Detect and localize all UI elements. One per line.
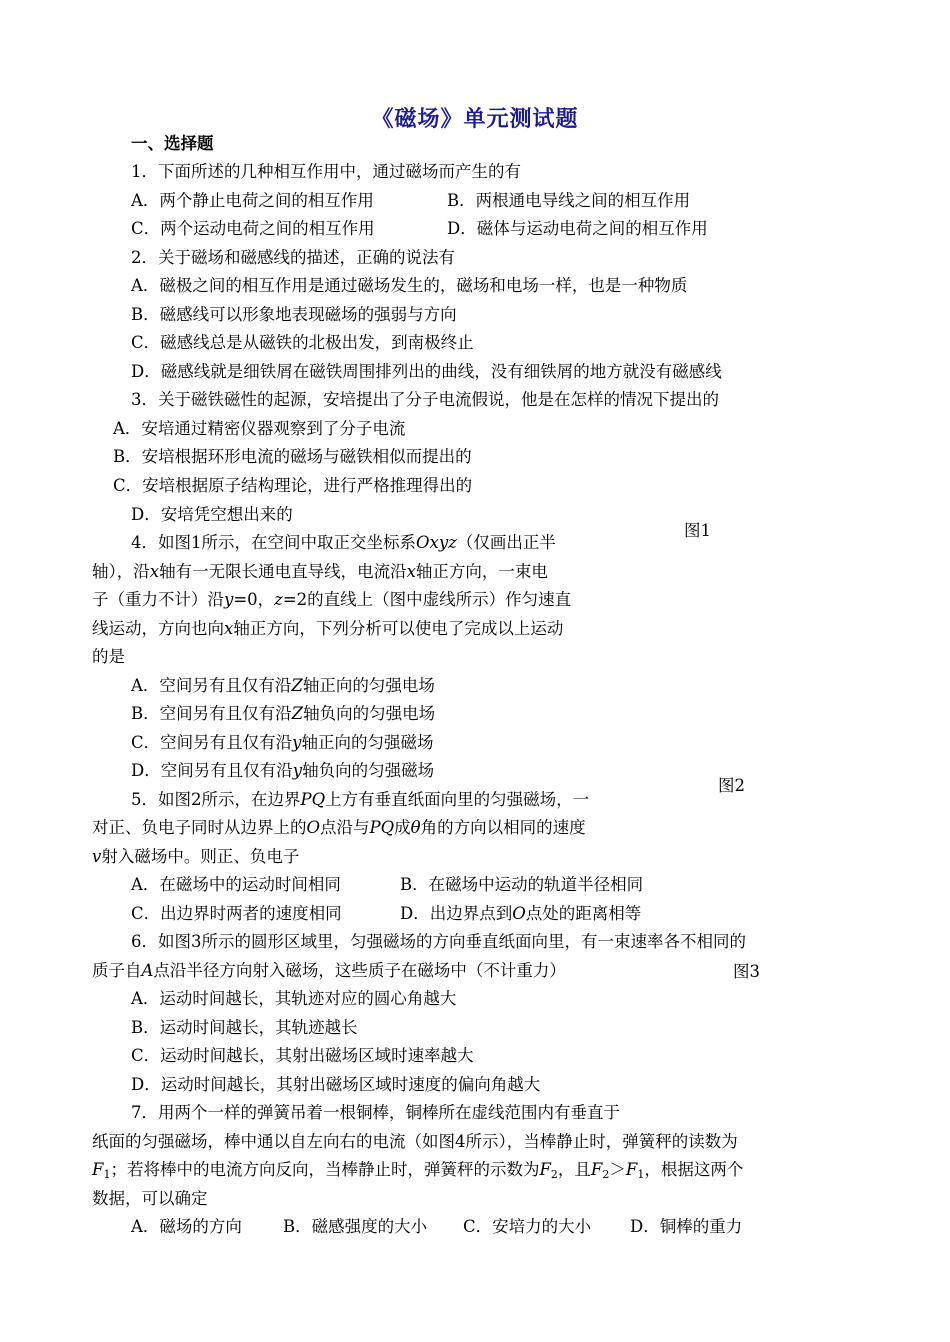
- figure-2-label: 图2: [718, 776, 745, 795]
- q2-option-d: D．磁感线就是细铁屑在磁铁周围排列出的曲线，没有细铁屑的地方就没有磁感线: [131, 362, 722, 381]
- q2-option-c: C．磁感线总是从磁铁的北极出发，到南极终止: [131, 333, 474, 352]
- q1-option-a: A．两个静止电荷之间的相互作用: [131, 191, 374, 210]
- q5-line-2: 对正、负电子同时从边界上的O点沿与PQ成θ角的方向以相同的速度: [92, 818, 586, 837]
- q5-option-a: A．在磁场中的运动时间相同: [131, 875, 341, 894]
- page-title: 《磁场》单元测试题: [371, 106, 579, 132]
- q4-option-c: C．空间另有且仅有沿y轴正向的匀强磁场: [131, 733, 434, 752]
- q5-option-d: D．出边界点到O点处的距离相等: [400, 904, 642, 923]
- q3-option-a: A．安培通过精密仪器观察到了分子电流: [113, 419, 406, 438]
- q7-line-1: 7．用两个一样的弹簧吊着一根铜棒，铜棒所在虚线范围内有垂直于: [131, 1103, 620, 1122]
- q4-option-d: D．空间另有且仅有沿y轴负向的匀强磁场: [131, 761, 435, 780]
- q1-option-c: C．两个运动电荷之间的相互作用: [131, 219, 375, 238]
- q3-option-b: B．安培根据环形电流的磁场与磁铁相似而提出的: [113, 447, 472, 466]
- q5-option-b: B．在磁场中运动的轨道半径相同: [400, 875, 644, 894]
- q6-line-1: 6．如图3所示的圆形区域里，匀强磁场的方向垂直纸面向里，有一束速率各不相同的: [131, 932, 746, 951]
- q2-option-a: A．磁极之间的相互作用是通过磁场发生的，磁场和电场一样，也是一种物质: [131, 276, 688, 295]
- section-heading: 一、选择题: [131, 134, 214, 153]
- q4-option-b: B．空间另有且仅有沿Z轴负向的匀强电场: [131, 704, 436, 723]
- q4-line-5: 的是: [92, 647, 125, 666]
- q4-line-1: 4．如图1所示，在空间中取正交坐标系Oxyz（仅画出正半: [131, 533, 556, 552]
- q6-option-c: C．运动时间越长，其射出磁场区域时速率越大: [131, 1046, 474, 1065]
- q6-line-2: 质子自A点沿半径方向射入磁场，这些质子在磁场中（不计重力）: [92, 961, 566, 980]
- q4-line-2: 轴），沿x轴有一无限长通电直导线，电流沿x轴正方向，一束电: [92, 562, 548, 581]
- q4-option-a: A．空间另有且仅有沿Z轴正向的匀强电场: [131, 676, 435, 695]
- figure-1-label: 图1: [684, 521, 711, 540]
- q6-option-b: B．运动时间越长，其轨迹越长: [131, 1018, 358, 1037]
- q7-option-c: C．安培力的大小: [463, 1217, 592, 1236]
- q7-line-2: 纸面的匀强磁场，棒中通以自左向右的电流（如图4所示），当棒静止时，弹簧秤的读数为: [92, 1132, 738, 1151]
- q1-stem: 1．下面所述的几种相互作用中，通过磁场而产生的有: [131, 162, 521, 181]
- q5-line-1: 5．如图2所示，在边界PQ上方有垂直纸面向里的匀强磁场，一: [131, 790, 590, 809]
- q3-stem: 3．关于磁铁磁性的起源，安培提出了分子电流假说，他是在怎样的情况下提出的: [131, 390, 719, 409]
- q3-option-c: C．安培根据原子结构理论，进行严格推理得出的: [113, 476, 473, 495]
- q7-option-a: A．磁场的方向: [131, 1217, 242, 1236]
- q7-line-4: 数据，可以确定: [92, 1189, 208, 1208]
- q2-stem: 2．关于磁场和磁感线的描述，正确的说法有: [131, 248, 455, 267]
- q1-option-b: B．两根通电导线之间的相互作用: [447, 191, 691, 210]
- q6-option-d: D．运动时间越长，其射出磁场区域时速度的偏向角越大: [131, 1075, 541, 1094]
- q1-option-d: D．磁体与运动电荷之间的相互作用: [447, 219, 708, 238]
- q5-option-c: C．出边界时两者的速度相同: [131, 904, 342, 923]
- q4-line-3: 子（重力不计）沿y=0，z=2的直线上（图中虚线所示）作匀速直: [92, 590, 572, 609]
- figure-3-label: 图3: [733, 962, 760, 981]
- q7-line-3: $F_1$；若将棒中的电流方向反向，当棒静止时，弹簧秤的示数为$F_2$，且$F_2>F_1$，根据这两个: [92, 1160, 744, 1181]
- q5-line-3: v射入磁场中。则正、负电子: [92, 847, 300, 866]
- q3-option-d: D．安培凭空想出来的: [131, 505, 293, 524]
- q2-option-b: B．磁感线可以形象地表现磁场的强弱与方向: [131, 305, 457, 324]
- q6-option-a: A．运动时间越长，其轨迹对应的圆心角越大: [131, 989, 457, 1008]
- q4-line-4: 线运动，方向也向x轴正方向，下列分析可以使电了完成以上运动: [92, 619, 564, 638]
- q7-option-b: B．磁感强度的大小: [283, 1217, 428, 1236]
- q7-option-d: D．铜棒的重力: [630, 1217, 743, 1236]
